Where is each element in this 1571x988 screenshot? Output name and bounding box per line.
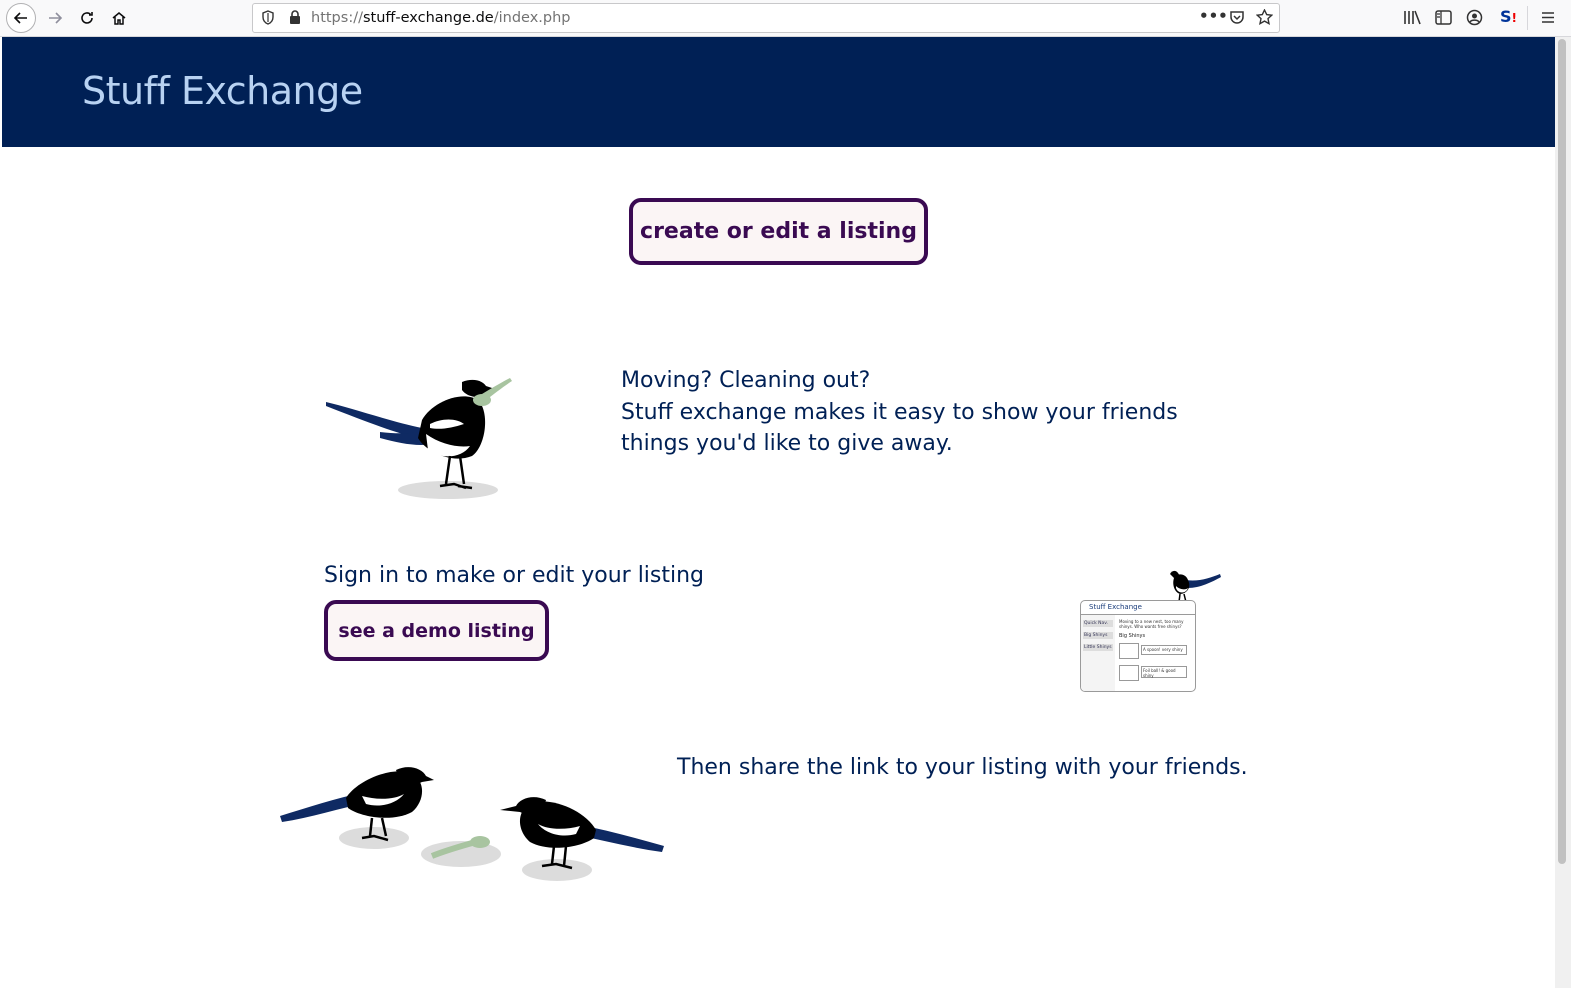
library-icon[interactable] bbox=[1403, 10, 1421, 25]
mini-preview-item bbox=[1119, 643, 1139, 659]
menu-icon[interactable] bbox=[1541, 11, 1555, 24]
more-dots-icon[interactable]: ••• bbox=[1199, 7, 1228, 25]
browser-toolbar bbox=[0, 0, 1571, 37]
forward-button[interactable] bbox=[40, 3, 70, 33]
scrollbar-thumb[interactable] bbox=[1558, 39, 1566, 864]
lock-icon bbox=[289, 10, 301, 24]
shield-icon bbox=[261, 10, 275, 25]
mini-preview-item-label: Foil ball! & good shiny bbox=[1141, 666, 1187, 678]
mini-preview-section: Big Shinys bbox=[1119, 633, 1146, 639]
sidebar-icon[interactable] bbox=[1435, 10, 1452, 25]
mini-side-item: Quick Nav. bbox=[1083, 620, 1113, 627]
home-button[interactable] bbox=[104, 3, 134, 33]
back-button[interactable] bbox=[6, 3, 36, 33]
site-header bbox=[2, 37, 1555, 147]
bookmark-star-icon[interactable] bbox=[1256, 9, 1273, 25]
account-icon[interactable] bbox=[1466, 9, 1483, 26]
share-text: Then share the link to your listing with your friends. bbox=[677, 755, 1248, 780]
forward-arrow-icon bbox=[47, 10, 63, 26]
intro-line-2: Stuff exchange makes it easy to show your friends things you'd like to give away. bbox=[621, 399, 1178, 456]
mini-side-item: Little Shinys bbox=[1084, 645, 1112, 650]
mini-side-item: Big Shinys bbox=[1083, 632, 1113, 639]
mini-preview-title: Stuff Exchange bbox=[1081, 601, 1195, 615]
reload-button[interactable] bbox=[72, 3, 102, 33]
two-magpies-illustration bbox=[276, 760, 668, 886]
magpie-with-spoon-illustration bbox=[322, 372, 522, 504]
intro-text bbox=[621, 365, 1241, 460]
url-bar[interactable] bbox=[252, 3, 1280, 33]
toolbar-divider bbox=[1527, 6, 1528, 30]
demo-listing-button[interactable]: see a demo listing bbox=[324, 600, 549, 661]
mini-preview-item bbox=[1119, 665, 1139, 681]
reload-icon bbox=[79, 10, 95, 26]
mini-preview-intro: Moving to a new nest, too many shinys. Who wants free shinys? bbox=[1119, 619, 1184, 629]
pocket-icon[interactable] bbox=[1229, 10, 1245, 25]
back-arrow-icon bbox=[13, 10, 29, 26]
intro-line-1: Moving? Cleaning out? bbox=[621, 368, 871, 393]
create-listing-button[interactable]: create or edit a listing bbox=[629, 198, 928, 265]
small-magpie-illustration bbox=[1166, 568, 1224, 604]
home-icon bbox=[111, 10, 127, 26]
mini-preview-sidebar bbox=[1081, 615, 1115, 691]
mini-preview-item-label: A spoon! very shiny bbox=[1141, 645, 1187, 655]
extension-icon[interactable]: S! bbox=[1500, 7, 1518, 26]
site-title[interactable]: Stuff Exchange bbox=[82, 69, 363, 113]
url-text: https://stuff-exchange.de/index.php bbox=[311, 10, 571, 26]
listing-preview-thumbnail bbox=[1080, 600, 1196, 692]
signin-text: Sign in to make or edit your listing bbox=[324, 563, 705, 588]
scrollbar[interactable] bbox=[1555, 37, 1571, 988]
